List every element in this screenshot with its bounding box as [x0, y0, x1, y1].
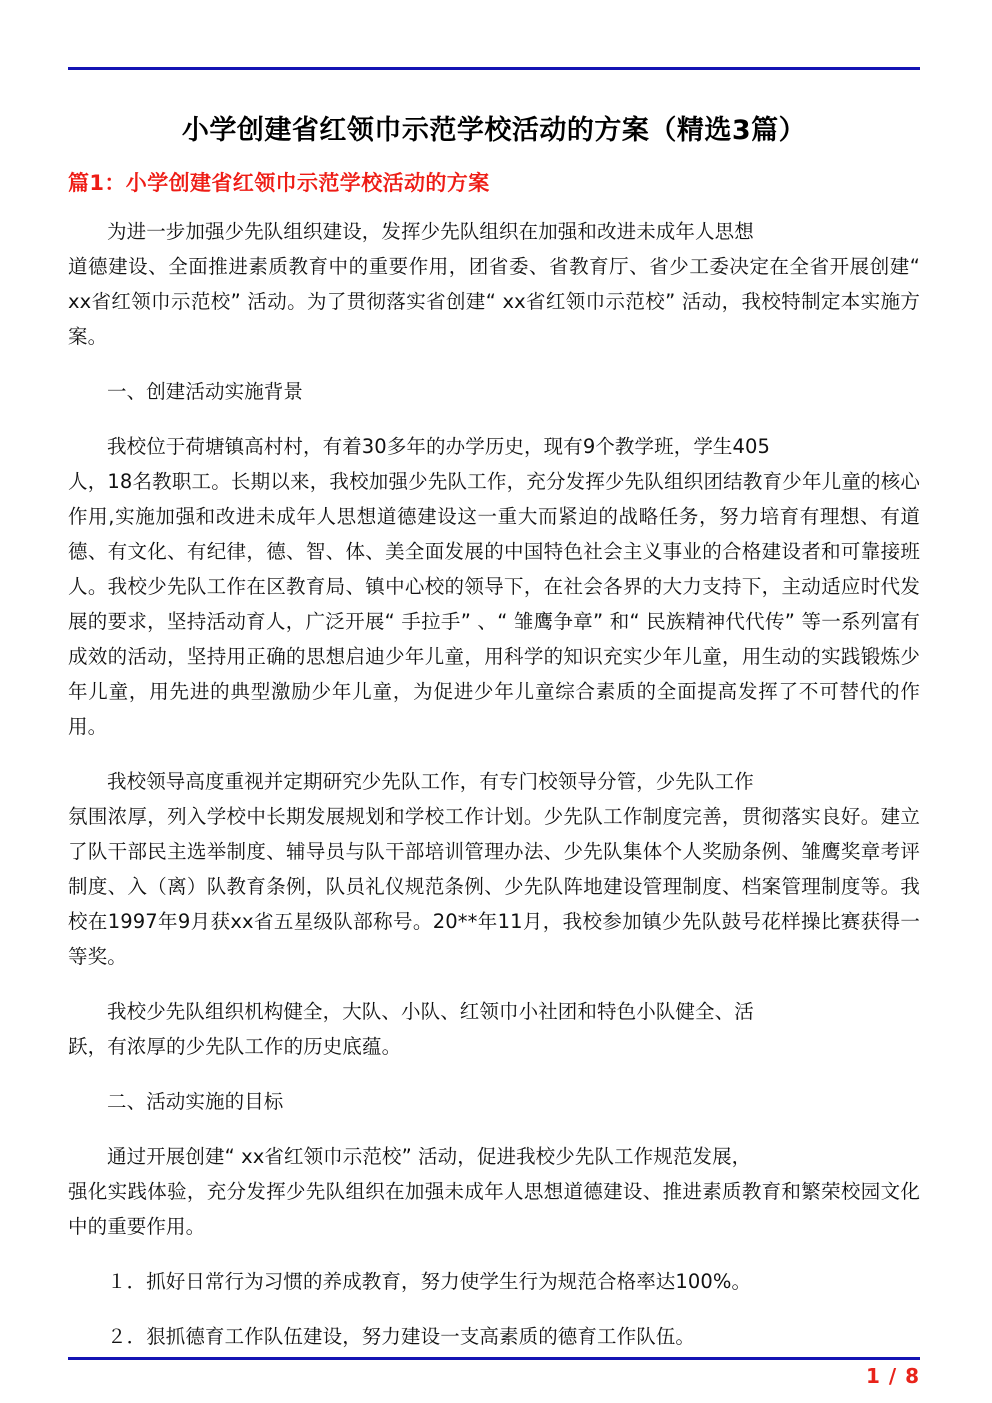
- paragraph-p2: [68, 429, 920, 744]
- page-title: 小学创建省红领巾示范学校活动的方案（精选3篇）: [181, 115, 807, 146]
- section-heading-pian1: 篇1：小学创建省红领巾示范学校活动的方案: [68, 171, 490, 195]
- subheading-goals: 二、活动实施的目标: [107, 1090, 284, 1113]
- document-content: [68, 110, 920, 1374]
- footer-rule: [68, 1357, 920, 1360]
- paragraph-p2-rest: 人，18名教职工。长期以来，我校加强少先队工作，充分发挥少先队组织团结教育少年儿童的核心作用,实施加强和改进未成年人思想道德建设这一重大而紧迫的战略任务，努力培育有理想、有道德、有文化、有纪律，德、智、体、美全面发展的中国特色社会主义事业的合格建设者和可靠接班人。我校少先队工作在区教育局、镇中心校的领导下，在社会各界的大力支持下，主动适应时代发展的要求，坚持活动育人，广泛开展“ 手拉手” 、“ 雏鹰争章” 和“ 民族精神代代传” 等一系列富有成效的活动，坚持用正确的思想启迪少年儿童，用科学的知识充实少年儿童，用生动的实践锻炼少年儿童，用先进的典型激励少年儿童，为促进少年儿童综合素质的全面提高发挥了不可替代的作用。: [68, 470, 920, 738]
- paragraph-p5-line1: 通过开展创建“ xx省红领巾示范校” 活动，促进我校少先队工作规范发展，: [107, 1145, 752, 1168]
- subheading-background: 一、创建活动实施背景: [107, 380, 304, 403]
- paragraph-p4: [68, 994, 920, 1064]
- paragraph-p5-rest: 强化实践体验，充分发挥少先队组织在加强未成年人思想道德建设、推进素质教育和繁荣校园文化中的重要作用。: [68, 1180, 920, 1238]
- paragraph-p1-rest: 道德建设、全面推进素质教育中的重要作用，团省委、省教育厅、省少工委决定在全省开展创建“ xx省红领巾示范校” 活动。为了贯彻落实省创建“ xx省红领巾示范校” 活动，我校特制定本实施方案。: [68, 255, 920, 348]
- paragraph-p3-line1: 我校领导高度重视并定期研究少先队工作，有专门校领导分管，少先队工作: [107, 770, 754, 793]
- paragraph-p1-line1: 为进一步加强少先队组织建设，发挥少先队组织在加强和改进未成年人思想: [107, 220, 754, 243]
- paragraph-p3: [68, 764, 920, 974]
- header-rule: [68, 67, 920, 70]
- list-item-1: １．抓好日常行为习惯的养成教育，努力使学生行为规范合格率达100%。: [107, 1270, 752, 1293]
- list-item-2: ２．狠抓德育工作队伍建设，努力建设一支高素质的德育工作队伍。: [107, 1325, 696, 1348]
- paragraph-p3-rest: 氛围浓厚，列入学校中长期发展规划和学校工作计划。少先队工作制度完善，贯彻落实良好。建立了队干部民主选举制度、辅导员与队干部培训管理办法、少先队集体个人奖励条例、雏鹰奖章考评制度、入（离）队教育条例，队员礼仪规范条例、少先队阵地建设管理制度、档案管理制度等。我校在1997年9月获xx省五星级队部称号。20**年11月，我校参加镇少先队鼓号花样操比赛获得一等奖。: [68, 805, 920, 968]
- page-number: 1 / 8: [865, 1364, 920, 1388]
- paragraph-p4-line1: 我校少先队组织机构健全，大队、小队、红领巾小社团和特色小队健全、活: [107, 1000, 754, 1023]
- paragraph-p5: [68, 1139, 920, 1244]
- paragraph-p1: [68, 214, 920, 354]
- paragraph-p4-rest: 跃，有浓厚的少先队工作的历史底蕴。: [68, 1035, 402, 1058]
- paragraph-p2-line1: 我校位于荷塘镇高村村，有着30多年的办学历史，现有9个教学班，学生405: [107, 435, 771, 458]
